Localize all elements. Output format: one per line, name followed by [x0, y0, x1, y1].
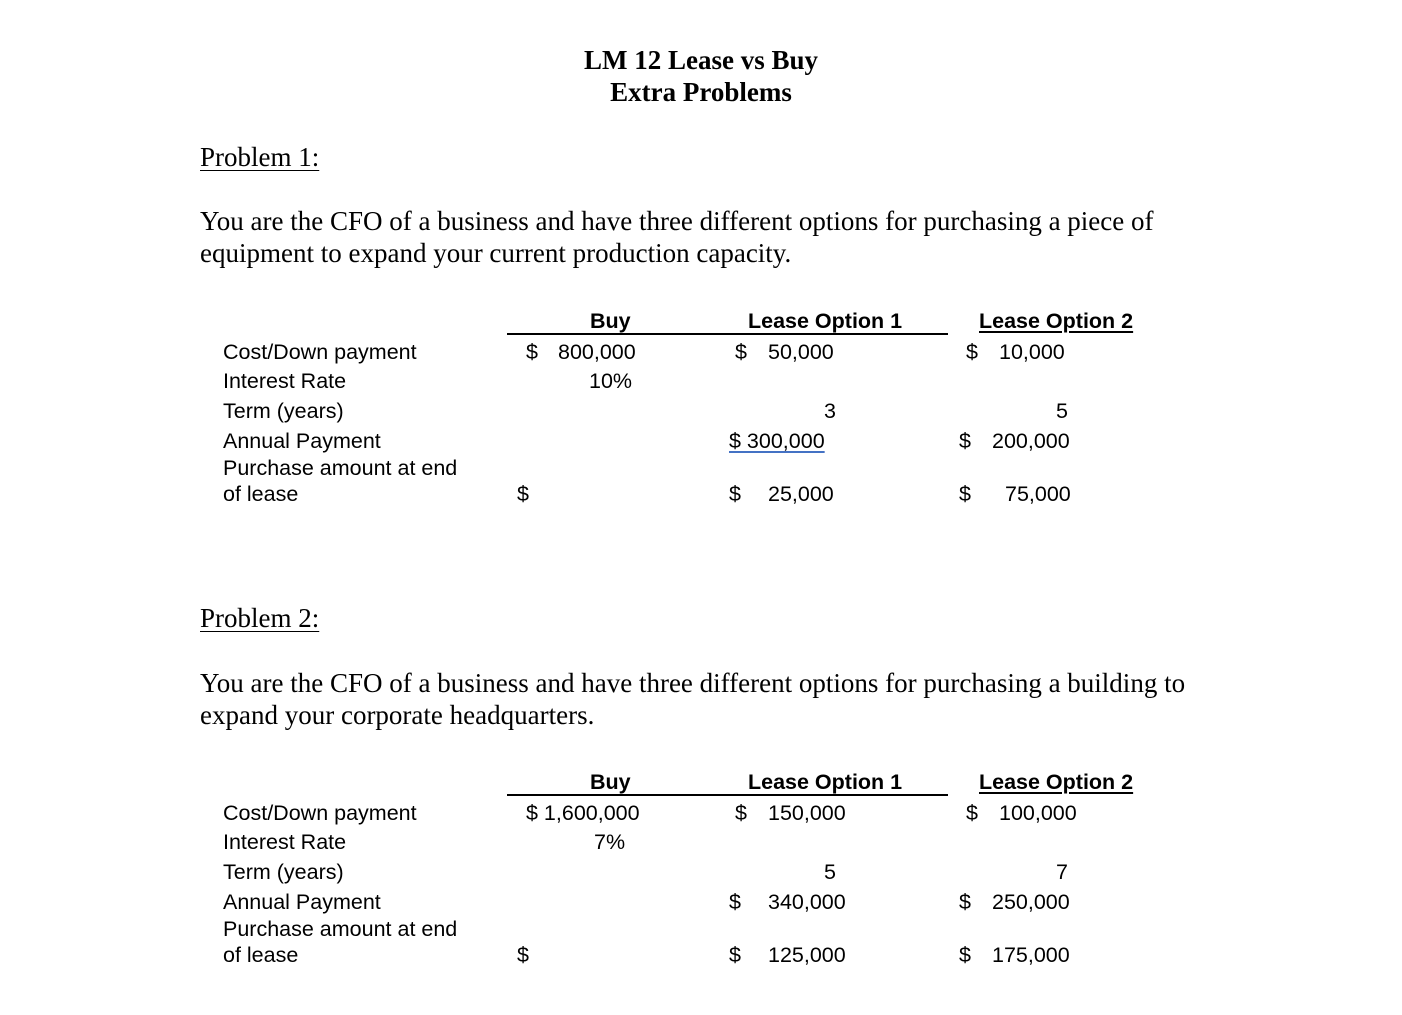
p2-lease2-annual-symbol: $	[959, 890, 971, 914]
p1-lease2-purchase-symbol: $	[959, 482, 971, 506]
p2-label-interest: Interest Rate	[223, 830, 347, 854]
p1-buy-cost-symbol: $	[526, 340, 538, 364]
p2-lease1-cost: 150,000	[768, 801, 846, 825]
p2-header-lease2: Lease Option 2	[979, 770, 1134, 794]
p2-lease2-cost-symbol: $	[966, 801, 978, 825]
p1-buy-interest: 10%	[589, 369, 633, 393]
p1-label-cost: Cost/Down payment	[223, 340, 417, 364]
p1-lease2-cost-symbol: $	[966, 340, 978, 364]
p1-lease1-cost-symbol: $	[735, 340, 747, 364]
p1-header-lease1: Lease Option 1	[748, 309, 903, 333]
p1-lease1-annual: $ 300,000	[729, 429, 825, 453]
p2-label-cost: Cost/Down payment	[223, 801, 417, 825]
p1-lease2-purchase: 75,000	[1005, 482, 1071, 506]
p1-lease2-annual-symbol: $	[959, 429, 971, 453]
p2-lease2-purchase: 175,000	[992, 943, 1070, 967]
p1-buy-purchase-symbol: $	[517, 482, 529, 506]
p1-header-buy: Buy	[590, 309, 631, 333]
p2-lease1-term: 5	[824, 860, 836, 884]
document-title-line1: LM 12 Lease vs Buy	[583, 45, 818, 75]
p1-header-lease2: Lease Option 2	[979, 309, 1134, 333]
p2-lease1-cost-symbol: $	[735, 801, 747, 825]
p2-lease2-purchase-symbol: $	[959, 943, 971, 967]
p2-lease2-cost: 100,000	[999, 801, 1077, 825]
p1-label-interest: Interest Rate	[223, 369, 347, 393]
problem1-description: You are the CFO of a business and have three different options for purchasing a piece of equipment to expand your current production capacity.	[200, 206, 1154, 268]
problem2-description: You are the CFO of a business and have three different options for purchasing a building to expand your corporate headquarters.	[200, 668, 1186, 730]
p1-label-purchase-line1: Purchase amount at end	[223, 456, 458, 480]
p2-lease1-purchase: 125,000	[768, 943, 846, 967]
p2-header-buy: Buy	[590, 770, 631, 794]
p1-lease1-term: 3	[824, 399, 836, 423]
p2-label-purchase-line2: of lease	[223, 943, 299, 967]
problem2-heading: Problem 2:	[200, 603, 320, 633]
p2-label-annual: Annual Payment	[223, 890, 381, 914]
document-title-line2: Extra Problems	[610, 77, 792, 107]
p2-label-term: Term (years)	[223, 860, 344, 884]
p2-lease2-annual: 250,000	[992, 890, 1070, 914]
p1-header-rule	[507, 333, 948, 335]
p1-label-purchase-line2: of lease	[223, 482, 299, 506]
p2-lease2-term: 7	[1056, 860, 1068, 884]
p1-lease2-term: 5	[1056, 399, 1068, 423]
p1-lease1-cost: 50,000	[768, 340, 834, 364]
p2-lease1-purchase-symbol: $	[729, 943, 741, 967]
p1-lease1-purchase: 25,000	[768, 482, 834, 506]
p1-buy-cost: 800,000	[558, 340, 636, 364]
p1-label-annual: Annual Payment	[223, 429, 381, 453]
p1-lease2-cost: 10,000	[999, 340, 1065, 364]
p2-label-purchase-line1: Purchase amount at end	[223, 917, 458, 941]
p1-lease2-annual: 200,000	[992, 429, 1070, 453]
p2-buy-cost: $ 1,600,000	[526, 801, 640, 825]
p1-label-term: Term (years)	[223, 399, 344, 423]
p2-buy-purchase-symbol: $	[517, 943, 529, 967]
p2-header-rule	[507, 794, 948, 796]
p2-lease1-annual: 340,000	[768, 890, 846, 914]
p2-header-lease1: Lease Option 1	[748, 770, 903, 794]
p2-lease1-annual-symbol: $	[729, 890, 741, 914]
problem1-heading: Problem 1:	[200, 142, 320, 172]
p1-lease1-purchase-symbol: $	[729, 482, 741, 506]
p2-buy-interest: 7%	[594, 830, 626, 854]
